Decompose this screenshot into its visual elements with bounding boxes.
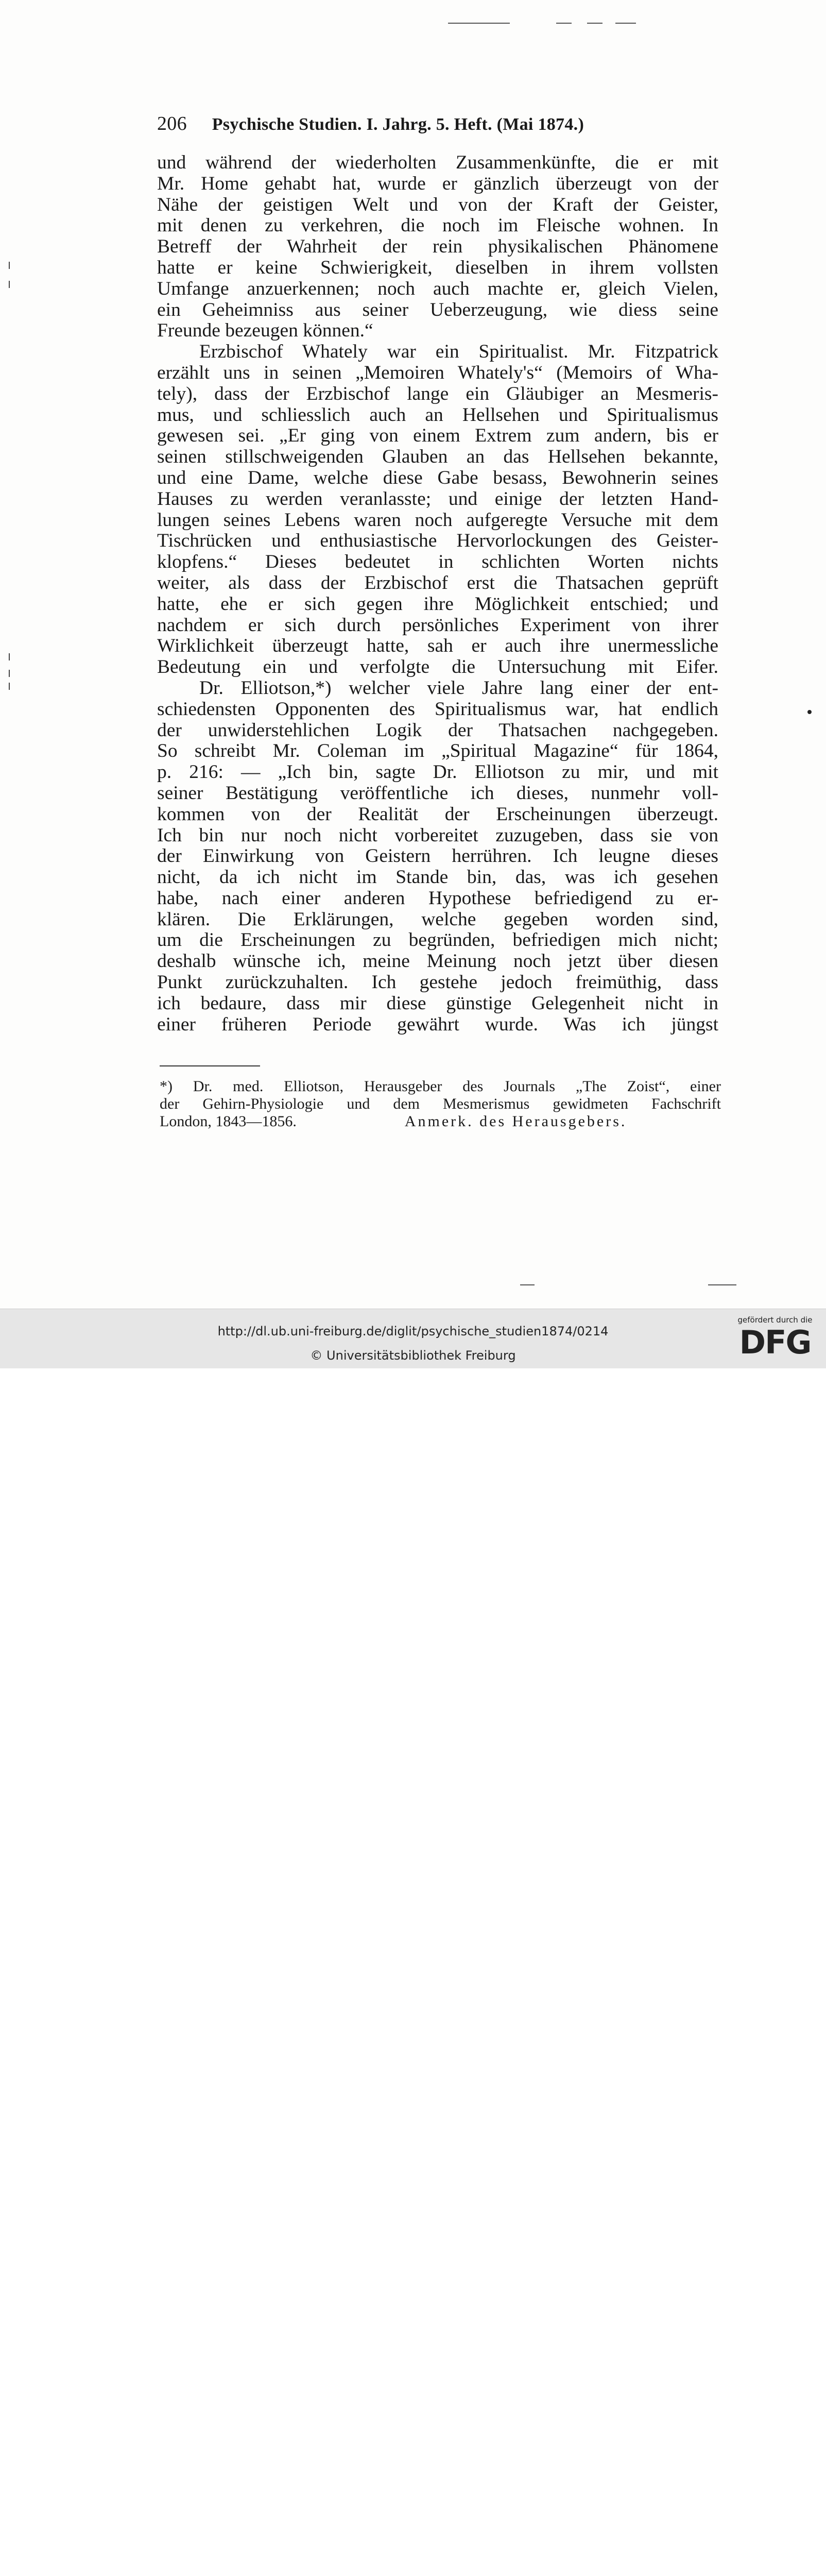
text-line: weiter, als dass der Erzbischof erst die Thatsachen geprüft [157, 572, 718, 594]
text-line: Nähe der geistigen Welt und von der Kraft der Geister, [157, 194, 718, 215]
copyright-notice: © Universitätsbibliothek Freiburg [310, 1348, 516, 1363]
text-line: um die Erscheinungen zu begründen, befriedigen mich nicht; [157, 929, 718, 951]
text-line: mus, und schliesslich auch an Hellsehen und Spiritualismus [157, 404, 718, 426]
text-line: und während der wiederholten Zusammenkünfte, die er mit [157, 152, 718, 173]
page-number: 206 [157, 113, 187, 134]
text-line: tely), dass der Erzbischof lange ein Gläubiger an Mesmeris- [157, 383, 718, 404]
text-line: der unwiderstehlichen Logik der Thatsachen nachgegeben. [157, 719, 718, 741]
text-line: Hauses zu werden veranlasste; und einige der letzten Hand- [157, 488, 718, 510]
margin-dot [807, 710, 812, 714]
text-line: Freunde bezeugen können.“ [157, 320, 373, 342]
bottom-rule [708, 1284, 736, 1285]
text-line: klopfens.“ Dieses bedeutet in schlichten Worten nichts [157, 551, 718, 573]
text-line: Wirklichkeit überzeugt hatte, sah er auch ihre unermessliche [157, 635, 718, 657]
margin-mark [9, 653, 10, 660]
text-line: hatte, ehe er sich gegen ihre Möglichkeit entschied; und [157, 593, 718, 615]
text-line: einer früheren Periode gewährt wurde. Was ich jüngst [157, 1013, 718, 1035]
footnote [160, 1078, 721, 1130]
text-line: nachdem er sich durch persönliches Experiment von ihrer [157, 614, 718, 636]
dfg-logo: DFG [739, 1324, 811, 1361]
text-line: Betreff der Wahrheit der rein physikalischen Phänomene [157, 236, 718, 258]
text-line: erzählt uns in seinen „Memoiren Whately's“ (Memoirs of Wha- [157, 362, 718, 383]
text-line: Mr. Home gehabt hat, wurde er gänzlich überzeugt von der [157, 173, 718, 194]
text-line: hatte er keine Schwierigkeit, dieselben in ihrem vollsten [157, 257, 718, 278]
dfg-caption: gefördert durch die [737, 1315, 813, 1325]
footnote-line: *) Dr. med. Elliotson, Herausgeber des Journals „The Zoist“, einer [160, 1078, 721, 1095]
text-line: Punkt zurückzuhalten. Ich gestehe jedoch freimüthig, dass [157, 972, 718, 993]
margin-mark [9, 281, 10, 288]
footnote-line [160, 1113, 721, 1130]
text-line: seiner Bestätigung veröffentliche ich dieses, nunmehr voll- [157, 782, 718, 804]
text-line: ich bedaure, dass mir diese günstige Gelegenheit nicht in [157, 992, 718, 1014]
footnote-line: der Gehirn-Physiologie und dem Mesmerismus gewidmeten Fachschrift [160, 1095, 721, 1112]
footnote-place-date: London, 1843—1856. [160, 1113, 297, 1130]
text-line: Bedeutung ein und verfolgte die Untersuchung mit Eifer. [157, 656, 718, 678]
text-line: und eine Dame, welche diese Gabe besass, Bewohnerin seines [157, 467, 718, 488]
text-line: kommen von der Realität der Erscheinungen überzeugt. [157, 803, 718, 825]
permalink-url[interactable]: http://dl.ub.uni-freiburg.de/diglit/psychische_studien1874/0214 [217, 1324, 609, 1338]
top-rule [587, 23, 603, 24]
text-line: der Einwirkung von Geistern herrühren. Ich leugne dieses [157, 845, 718, 867]
text-line: Ich bin nur noch nicht vorbereitet zuzugeben, dass sie von [157, 824, 718, 846]
text-line: So schreibt Mr. Coleman im „Spiritual Magazine“ für 1864, [157, 740, 718, 762]
running-header [157, 112, 672, 135]
text-line: Umfange anzuerkennen; noch auch machte er, gleich Vielen, [157, 278, 718, 299]
text-line: p. 216: — „Ich bin, sagte Dr. Elliotson zu mir, und mit [157, 761, 718, 783]
text-line: deshalb wünsche ich, meine Meinung noch jetzt über diesen [157, 951, 718, 972]
bottom-rule [520, 1284, 535, 1285]
text-line: klären. Die Erklärungen, welche gegeben worden sind, [157, 908, 718, 930]
text-line: nicht, da ich nicht im Stande bin, das, was ich gesehen [157, 867, 718, 888]
margin-mark [9, 262, 10, 269]
body-text [157, 152, 718, 1035]
text-line: schiedensten Opponenten des Spiritualismus war, hat endlich [157, 698, 718, 720]
editor-annotation: Anmerk. des Herausgebers. [404, 1113, 627, 1130]
top-rule [615, 23, 636, 24]
text-line: lungen seines Lebens waren noch aufgeregte Versuche mit dem [157, 509, 718, 531]
top-rule [556, 23, 572, 24]
text-line: seinen stillschweigenden Glauben an das Hellsehen bekannte, [157, 446, 718, 468]
text-line: mit denen zu verkehren, die noch im Fleische wohnen. In [157, 215, 718, 236]
text-line: Erzbischof Whately war ein Spiritualist. Mr. Fitzpatrick [199, 341, 718, 363]
text-line: habe, nach einer anderen Hypothese befriedigend zu er- [157, 887, 718, 909]
running-title: Psychische Studien. I. Jahrg. 5. Heft. (Mai 1874.) [212, 115, 584, 134]
text-line: Dr. Elliotson,*) welcher viele Jahre lang einer der ent- [199, 677, 718, 699]
margin-mark [9, 670, 10, 677]
footnote-rule [160, 1065, 260, 1066]
text-line: gewesen sei. „Er ging von einem Extrem zum andern, bis er [157, 425, 718, 447]
text-line: Tischrücken und enthusiastische Hervorlockungen des Geister- [157, 530, 718, 552]
text-line: ein Geheimniss aus seiner Ueberzeugung, wie diess seine [157, 299, 718, 320]
top-rule [448, 23, 510, 24]
margin-mark [9, 683, 10, 690]
